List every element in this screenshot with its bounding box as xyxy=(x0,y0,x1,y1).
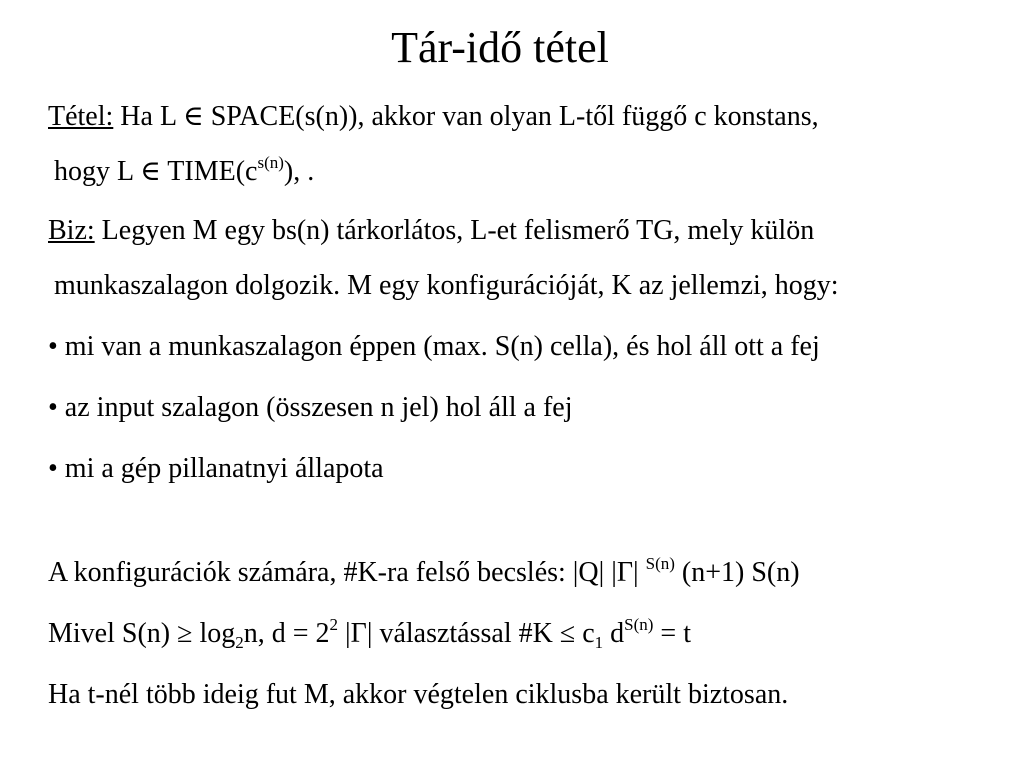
proof-line-1 xyxy=(48,214,814,248)
estimate-suffix: (n+1) S(n) xyxy=(674,557,800,588)
choice-part-1: Mivel S(n) ≥ log xyxy=(48,618,236,649)
theorem-superscript: s(n) xyxy=(257,153,284,172)
log-subscript: 2 xyxy=(235,633,244,652)
slide-title: Tár-idő tétel xyxy=(391,23,609,72)
bullet-item: • az input szalagon (összesen n jel) hol áll a fej xyxy=(48,392,573,423)
theorem-text-2-prefix: hogy L ∈ TIME(c xyxy=(54,156,258,187)
estimate-superscript: S(n) xyxy=(645,554,675,573)
bullet-item: • mi a gép pillanatnyi állapota xyxy=(48,453,384,484)
choice-part-3: |Γ| választással #K ≤ c xyxy=(338,618,595,649)
proof-text-1: Legyen M egy bs(n) tárkorlátos, L-et felismerő TG, mely külön xyxy=(94,215,815,246)
theorem-text-2-suffix: ), . xyxy=(283,156,315,187)
theorem-line-2 xyxy=(54,155,314,189)
c-subscript: 1 xyxy=(594,633,604,652)
theorem-label: Tétel: xyxy=(48,101,114,132)
bullet-item: • mi van a munkaszalagon éppen (max. S(n) cella), és hol áll ott a fej xyxy=(48,331,820,362)
theorem-line-1 xyxy=(48,100,819,134)
d-superscript: S(n) xyxy=(624,615,654,634)
proof-label: Biz: xyxy=(48,215,95,246)
theorem-text-1: Ha L ∈ SPACE(s(n)), akkor van olyan L-től függő c konstans, xyxy=(113,101,819,132)
choice-part-2: n, d = 2 xyxy=(243,618,330,649)
conclusion-line: Ha t-nél több ideig fut M, akkor végtelen ciklusba került biztosan. xyxy=(48,679,789,710)
choice-part-5: = t xyxy=(653,618,691,649)
estimate-line xyxy=(48,556,800,590)
proof-line-2: munkaszalagon dolgozik. M egy konfigurációját, K az jellemzi, hogy: xyxy=(54,270,839,301)
choice-part-4: d xyxy=(603,618,625,649)
choice-line xyxy=(48,617,691,651)
square-superscript: 2 xyxy=(329,615,339,634)
estimate-prefix: A konfigurációk számára, #K-ra felső becslés: |Q| |Γ| xyxy=(48,557,646,588)
